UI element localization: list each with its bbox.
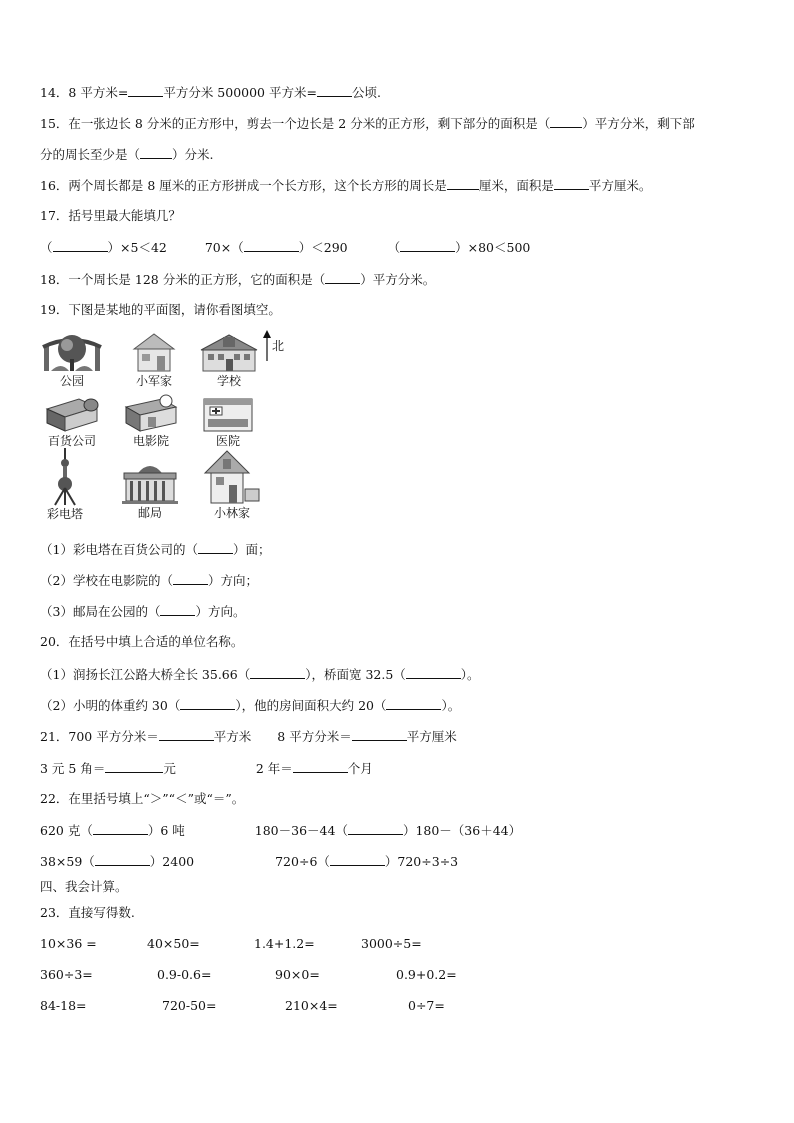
hospital	[198, 391, 258, 448]
q23-item: 720-50=	[162, 998, 217, 1013]
cinema	[120, 391, 182, 448]
q20-sub2: （2）小明的体重约 30（ ），他的房间面积大约 20（ ）。	[40, 698, 461, 713]
answer-blank[interactable]	[95, 853, 150, 866]
q18: 18．一个周长是 128 分米的正方形，它的面积是（ ）平方分米。	[40, 272, 436, 287]
q20-title: 20．在括号中填上合适的单位名称。	[40, 634, 244, 649]
answer-blank[interactable]	[159, 728, 214, 741]
department-store-label: 百货公司	[47, 434, 96, 448]
park-icon	[41, 331, 103, 373]
house-icon	[201, 449, 263, 505]
answer-blank[interactable]	[53, 239, 108, 252]
answer-blank[interactable]	[173, 572, 208, 585]
answer-blank[interactable]	[330, 853, 385, 866]
park	[40, 331, 104, 388]
q23-item: 40×50=	[147, 936, 200, 951]
hospital-icon	[200, 391, 256, 433]
tv-tower-icon	[50, 448, 80, 506]
park-label: 公园	[59, 374, 84, 388]
house-icon	[130, 331, 178, 373]
q15-line2: 分的周长至少是（ ）分米.	[40, 147, 214, 162]
answer-blank[interactable]	[140, 146, 172, 159]
answer-blank[interactable]	[400, 239, 455, 252]
department-store	[40, 391, 104, 448]
q23-title: 23．直接写得数.	[40, 905, 135, 920]
q23-item: 360÷3=	[40, 967, 93, 982]
school-icon	[199, 331, 259, 373]
answer-blank[interactable]	[550, 115, 582, 128]
post-office-icon	[120, 459, 180, 505]
q23-item: 0÷7=	[408, 998, 445, 1013]
q22-row2: 38×59（ ）2400 720÷6（ ）720÷3÷3	[40, 854, 459, 869]
answer-blank[interactable]	[293, 760, 348, 773]
q23-item: 0.9-0.6=	[157, 967, 212, 982]
q22-row1: 620 克（ ）6 吨 180－36－44（ ）180－（36＋44）	[40, 823, 522, 838]
cinema-icon	[122, 391, 180, 433]
q16: 16．两个周长都是 8 厘米的正方形拼成一个长方形，这个长方形的周长是 厘米，面积是 平方厘米。	[40, 178, 652, 193]
q17-exprs: （ ）×5＜42 70×（ ）＜290 （ ）×80＜500	[40, 240, 531, 255]
cinema-label: 电影院	[132, 434, 169, 448]
north-label: 北	[272, 339, 285, 353]
answer-blank[interactable]	[348, 822, 403, 835]
q23-item: 10×36 =	[40, 936, 97, 951]
q23-item: 84-18=	[40, 998, 87, 1013]
answer-blank[interactable]	[406, 666, 461, 679]
school	[198, 331, 260, 388]
q23-item: 1.4+1.2=	[254, 936, 315, 951]
q19-title: 19．下图是某地的平面图，请你看图填空。	[40, 302, 281, 317]
q23-item: 210×4=	[285, 998, 338, 1013]
answer-blank[interactable]	[554, 177, 589, 190]
q14: 14．8 平方米= 平方分米 500000 平方米= 公顷.	[40, 85, 381, 100]
answer-blank[interactable]	[244, 239, 299, 252]
q22-title: 22．在里括号填上“＞”“＜”或“＝”。	[40, 791, 245, 806]
q21-line2: 3 元 5 角＝ 元 2 年＝ 个月	[40, 761, 373, 776]
q20-sub1: （1）润扬长江公路大桥全长 35.66（ ），桥面宽 32.5（ ）。	[40, 667, 480, 682]
xiaolin-home	[200, 449, 264, 520]
answer-blank[interactable]	[325, 271, 360, 284]
q17-title: 17．括号里最大能填几？	[40, 208, 181, 223]
school-label: 学校	[216, 374, 241, 388]
xiaojun-home	[126, 331, 182, 388]
answer-blank[interactable]	[250, 666, 305, 679]
answer-blank[interactable]	[160, 603, 195, 616]
north-arrow-icon	[262, 330, 272, 362]
answer-blank[interactable]	[352, 728, 407, 741]
q23-item: 90×0=	[275, 967, 320, 982]
section-heading: 四、我会计算。	[40, 879, 128, 894]
answer-blank[interactable]	[105, 760, 163, 773]
answer-blank[interactable]	[93, 822, 148, 835]
tv-tower	[40, 448, 90, 521]
department-store-icon	[43, 391, 101, 433]
xiaolin-home-label: 小林家	[213, 506, 250, 520]
answer-blank[interactable]	[180, 697, 235, 710]
q19-sub3: （3）邮局在公园的（ ）方向。	[40, 604, 246, 619]
answer-blank[interactable]	[198, 541, 233, 554]
answer-blank[interactable]	[386, 697, 441, 710]
q19-sub1: （1）彩电塔在百货公司的（ ）面；	[40, 542, 271, 557]
q15-line1: 15．在一张边长 8 分米的正方形中，剪去一个边长是 2 分米的正方形，剩下部分的面积是（ ）平方分米，剩下部	[40, 116, 695, 131]
answer-blank[interactable]	[128, 84, 163, 97]
q19-sub2: （2）学校在电影院的（ ）方向；	[40, 573, 258, 588]
answer-blank[interactable]	[447, 177, 479, 190]
xiaojun-home-label: 小军家	[135, 374, 172, 388]
q23-item: 3000÷5=	[361, 936, 422, 951]
post-office	[118, 459, 182, 520]
hospital-label: 医院	[215, 434, 240, 448]
tv-tower-label: 彩电塔	[46, 507, 83, 521]
post-office-label: 邮局	[137, 506, 162, 520]
answer-blank[interactable]	[317, 84, 352, 97]
q21-line1: 21．700 平方分米＝ 平方米 8 平方分米＝ 平方厘米	[40, 729, 457, 744]
q23-item: 0.9+0.2=	[396, 967, 457, 982]
